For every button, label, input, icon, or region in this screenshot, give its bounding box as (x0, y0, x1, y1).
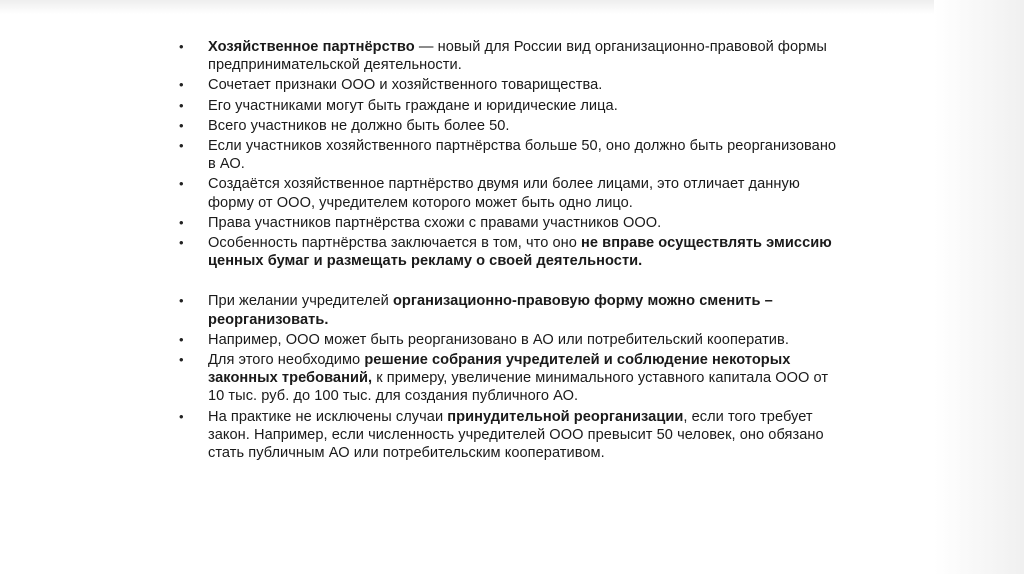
bullet-icon: • (179, 235, 184, 251)
bullet-icon: • (179, 138, 184, 154)
text: Если участников хозяйственного партнёрства больше 50, оно должно быть реорганизовано в АО. (208, 138, 837, 173)
bullet-icon: • (179, 176, 184, 192)
bullet-icon: • (179, 97, 184, 113)
spacer (175, 272, 845, 292)
text-bold: не вправе осуществлять эмиссию ценных бумаг и размещать рекламу о своей деятельности. (208, 235, 832, 270)
list-item (175, 38, 845, 74)
bullet-icon: • (179, 408, 184, 424)
bullet-list-reorganization (175, 292, 845, 462)
text: При желании учредителей (208, 293, 393, 310)
slide-top-shadow (0, 0, 1024, 14)
bullet-icon: • (179, 117, 184, 133)
slide-right-shadow (934, 0, 1024, 574)
bullet-icon: • (179, 293, 184, 309)
list-item (175, 97, 845, 115)
slide-content (175, 38, 845, 464)
list-item (175, 234, 845, 270)
list-item (175, 117, 845, 135)
bullet-icon: • (179, 331, 184, 347)
text: Для этого необходимо (208, 352, 365, 369)
text: На практике не исключены случаи (208, 408, 448, 425)
list-item (175, 137, 845, 173)
text: Сочетает признаки ООО и хозяйственного товарищества. (208, 77, 603, 94)
bullet-icon: • (179, 77, 184, 93)
text-bold: организационно-правовую форму можно сменить – реорганизовать. (208, 293, 773, 328)
list-item (175, 292, 845, 328)
text-bold: принудительной реорганизации (447, 408, 684, 425)
text-bold: решение собрания учредителей и соблюдение некоторых законных требований, (208, 352, 791, 387)
bullet-list-partnership (175, 38, 845, 270)
text: Всего участников не должно быть более 50. (208, 117, 510, 134)
text-bold: Хозяйственное партнёрство (208, 39, 415, 55)
list-item (175, 331, 845, 349)
list-item (175, 76, 845, 94)
text: Особенность партнёрства заключается в том, что оно (208, 235, 582, 252)
text: к примеру, увеличение минимального уставного капитала ООО от 10 тыс. руб. до 100 тыс. для создания публичного АО. (208, 370, 829, 405)
list-item (175, 214, 845, 232)
text: , если того требует закон. Например, если численность учредителей ООО превысит 50 человек, оно обязано стать публичным АО или потребительским кооперативом. (208, 408, 824, 462)
text: Создаётся хозяйственное партнёрство двумя или более лицами, это отличает данную форму от ООО, учредителем которого может быть одно лицо. (208, 176, 800, 211)
text: Права участников партнёрства схожи с правами участников ООО. (208, 214, 662, 231)
text: Например, ООО может быть реорганизовано в АО или потребительский кооператив. (208, 331, 789, 348)
bullet-icon: • (179, 352, 184, 368)
list-item (175, 351, 845, 406)
bullet-icon: • (179, 39, 184, 54)
list-item (175, 175, 845, 211)
bullet-icon: • (179, 214, 184, 230)
text: — новый для России вид организационно-правовой формы предпринимательской деятельности. (208, 39, 827, 74)
list-item (175, 408, 845, 463)
text: Его участниками могут быть граждане и юридические лица. (208, 97, 618, 114)
